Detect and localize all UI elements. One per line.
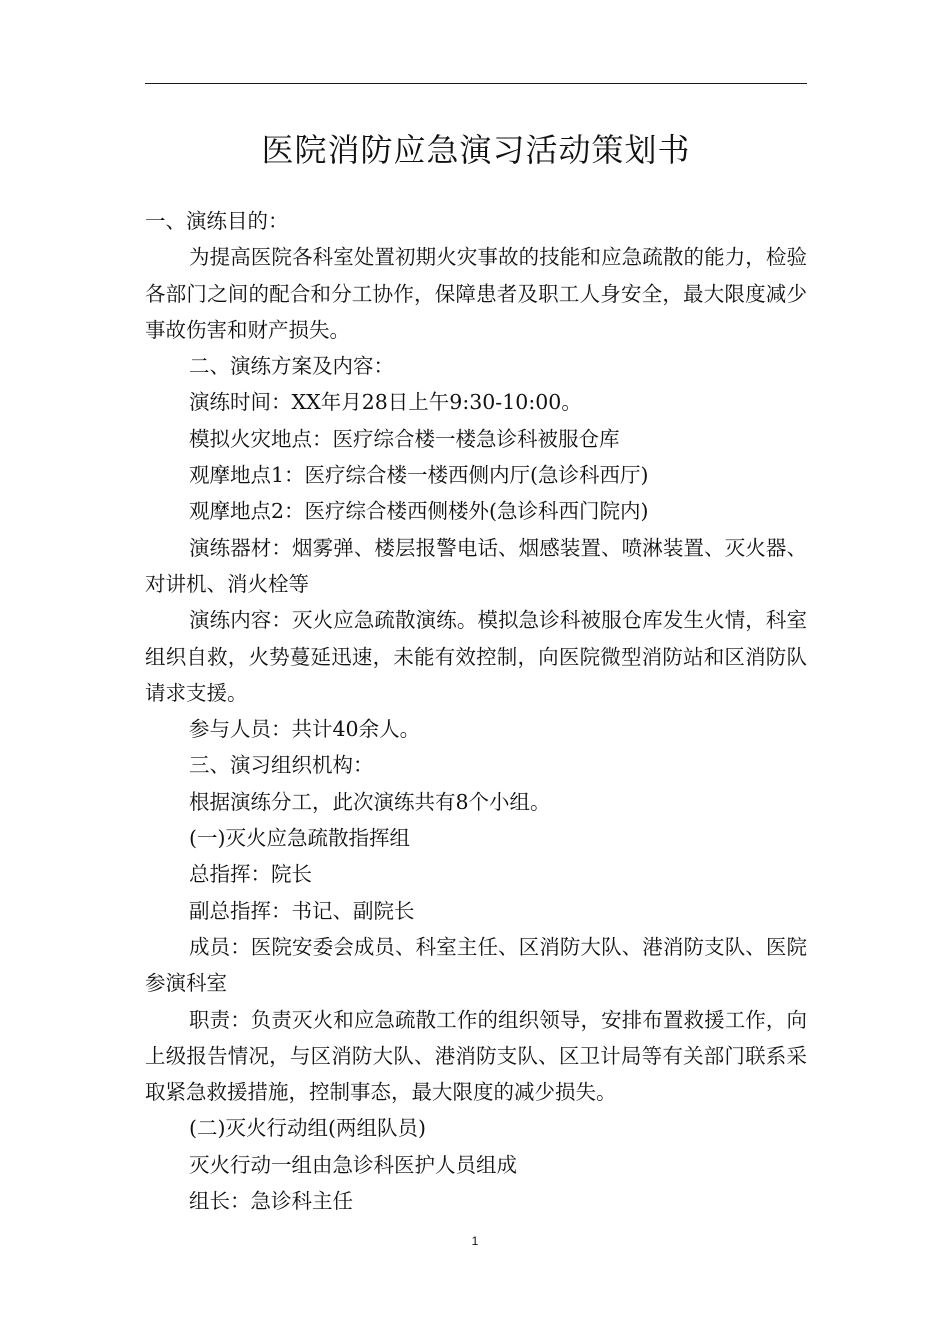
paragraph: 二、演练方案及内容：: [189, 354, 394, 379]
document-title: 医院消防应急演习活动策划书: [261, 131, 691, 169]
header-rule: [145, 83, 807, 84]
paragraph: 职责：负责灭火和应急疏散工作的组织领导，安排布置救援工作，向上级报告情况，与区消防大队、港消防支队、区卫计局等有关部门联系采取紧急救援措施，控制事态，最大限度的减少损失。: [145, 1007, 807, 1105]
paragraph: (一)灭火应急疏散指挥组: [189, 826, 410, 851]
paragraph: (二)灭火行动组(两组队员): [189, 1116, 426, 1141]
paragraph: 为提高医院各科室处置初期火灾事故的技能和应急疏散的能力，检验各部门之间的配合和分工协作，保障患者及职工人身安全，最大限度减少事故伤害和财产损失。: [145, 245, 807, 342]
paragraph: 演练内容：灭火应急疏散演练。模拟急诊科被服仓库发生火情，科室组织自救，火势蔓延迅速，未能有效控制，向医院微型消防站和区消防队请求支援。: [145, 608, 807, 705]
page-number: 1: [471, 1234, 479, 1248]
paragraph: 根据演练分工，此次演练共有8个小组。: [189, 789, 551, 814]
paragraph: 观摩地点1：医疗综合楼一楼西侧内厅(急诊科西厅): [189, 463, 649, 488]
paragraph: 模拟火灾地点：医疗综合楼一楼急诊科被服仓库: [189, 426, 620, 451]
paragraph: 总指挥：院长: [189, 862, 312, 887]
document-body: [145, 203, 807, 1219]
paragraph: 观摩地点2：医疗综合楼西侧楼外(急诊科西门院内): [189, 499, 649, 524]
paragraph: 演练器材：烟雾弹、楼层报警电话、烟感装置、喷淋装置、灭火器、对讲机、消火栓等: [145, 535, 807, 596]
paragraph: 演练时间：XX年月28日上午9:30-10:00。: [189, 390, 582, 415]
paragraph: 三、演习组织机构：: [189, 753, 374, 778]
paragraph: 成员：医院安委会成员、科室主任、区消防大队、港消防支队、医院参演科室: [145, 934, 807, 996]
paragraph: 参与人员：共计40余人。: [189, 717, 421, 742]
paragraph: 灭火行动一组由急诊科医护人员组成: [189, 1152, 517, 1177]
paragraph: 组长：急诊科主任: [189, 1189, 353, 1214]
paragraph: 一、演练目的：: [145, 209, 289, 233]
paragraph: 副总指挥：书记、副院长: [189, 898, 415, 923]
